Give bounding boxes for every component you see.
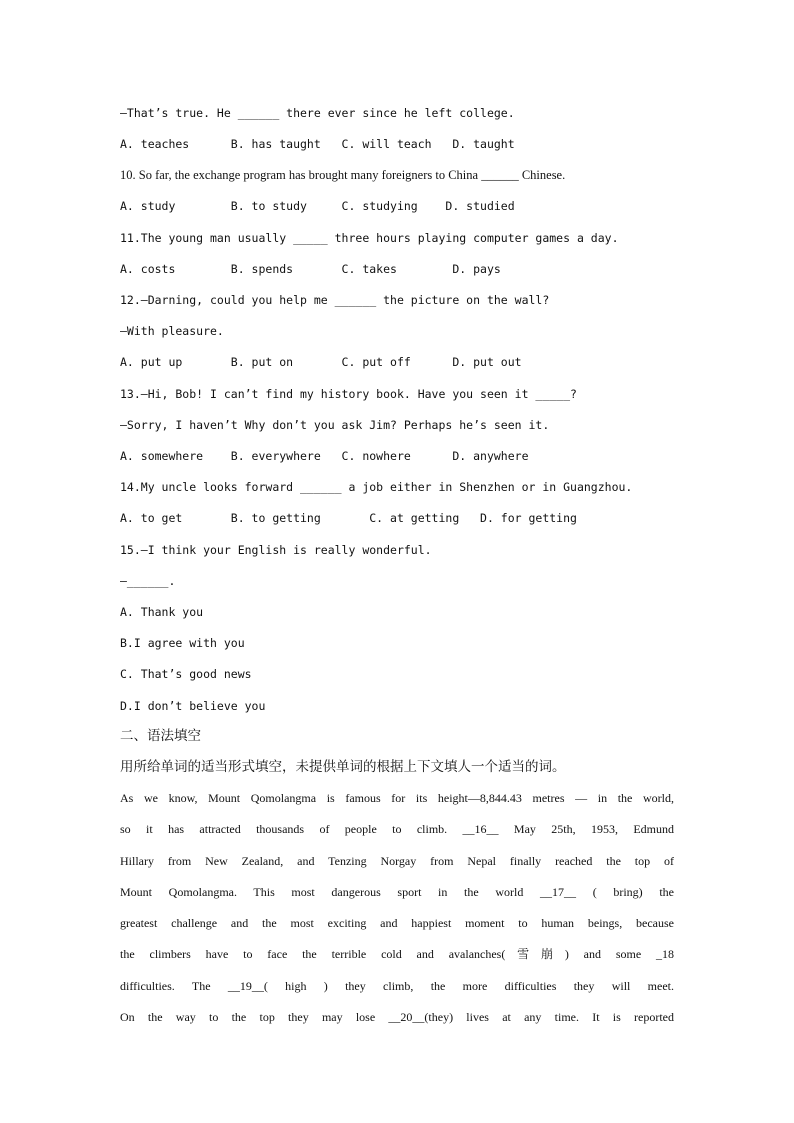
passage-row: difficulties. The __19__( high ) they climb, the more difficulties they will meet.: [120, 978, 674, 993]
text-line: 10. So far, the exchange program has brought many foreigners to China ______ Chinese.: [120, 168, 566, 182]
text-line: 11.The young man usually _____ three hours playing computer games a day.: [120, 231, 619, 245]
text-line: —That’s true. He ______ there ever since he left college.: [120, 106, 515, 120]
instruction-text: 用所给单词的适当形式填空，未提供单词的根据上下文填人一个适当的词。: [120, 759, 566, 775]
text-line: A. costs B. spends C. takes D. pays: [120, 262, 501, 276]
text-line: —Sorry, I haven’t Why don’t you ask Jim? Perhaps he’s seen it.: [120, 418, 550, 432]
text-line: 15.—I think your English is really wonderful.: [120, 543, 432, 557]
text-line: A. study B. to study C. studying D. studied: [120, 199, 515, 213]
passage-row: On the way to the top they may lose __20__(they) lives at any time. It is reported: [120, 1010, 674, 1025]
passage-row: so it has attracted thousands of people to climb. __16__ May 25th, 1953, Edmund: [120, 822, 674, 837]
text-line: A. Thank you: [120, 605, 204, 619]
passage-row: greatest challenge and the most exciting and happiest moment to human beings, because: [120, 916, 674, 931]
text-line: A. to get B. to getting C. at getting D. for getting: [120, 511, 577, 525]
passage-row: As we know, Mount Qomolangma is famous for its height—8,844.43 metres — in the world,: [120, 791, 674, 805]
text-line: A. teaches B. has taught C. will teach D. taught: [120, 137, 515, 151]
text-line: C. That’s good news: [120, 667, 252, 681]
passage-row: Mount Qomolangma. This most dangerous sport in the world __17__ ( bring) the: [120, 884, 674, 899]
text-line: A. put up B. put on C. put off D. put out: [120, 355, 522, 369]
passage-row: the climbers have to face the terrible cold and avalanches(雪崩) and some _18: [120, 947, 674, 962]
text-line: 14.My uncle looks forward ______ a job either in Shenzhen or in Guangzhou.: [120, 480, 633, 494]
section-title: 二、语法填空: [120, 728, 201, 744]
text-line: —______.: [120, 574, 176, 588]
text-line: B.I agree with you: [120, 636, 245, 650]
text-line: —With pleasure.: [120, 324, 224, 338]
passage-row: Hillary from New Zealand, and Tenzing Norgay from Nepal finally reached the top of: [120, 853, 674, 868]
passage: [120, 783, 674, 1033]
text-line: 12.—Darning, could you help me ______ the picture on the wall?: [120, 293, 550, 307]
text-line: 13.—Hi, Bob! I can’t find my history book. Have you seen it _____?: [120, 387, 577, 401]
text-line: A. somewhere B. everywhere C. nowhere D. anywhere: [120, 449, 529, 463]
text-line: D.I don’t believe you: [120, 699, 266, 713]
